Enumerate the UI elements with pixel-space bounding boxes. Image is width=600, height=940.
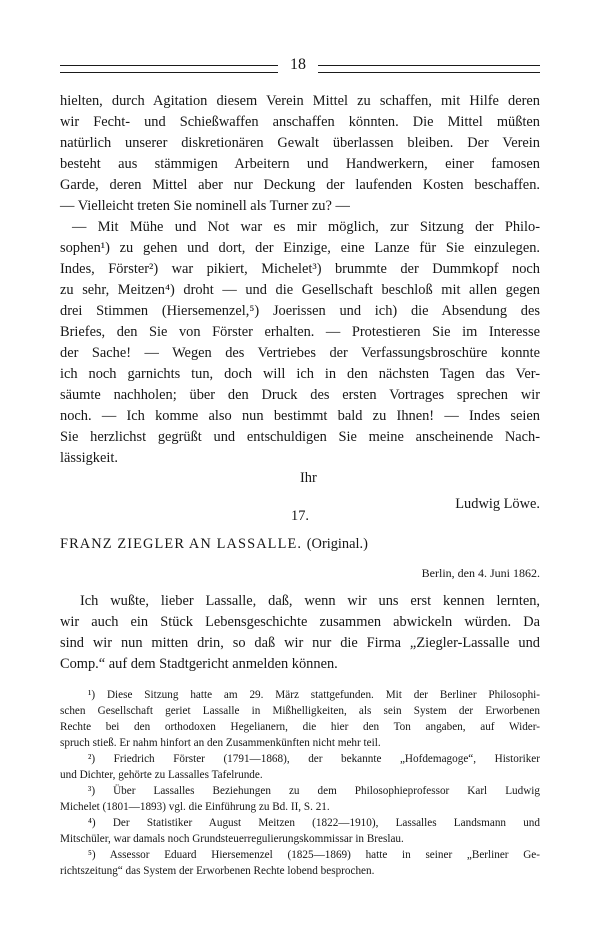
body-line: wir Fecht- und Schießwaffen anschaffen könnten. Die Mittel müßten xyxy=(60,114,540,130)
letter-line: sind wir nun mitten drin, so daß wir nur die Firma „Ziegler-Lassalle und xyxy=(60,635,540,651)
closing-salutation: Ihr xyxy=(300,470,317,486)
body-line: hielten, durch Agitation diesem Verein Mittel zu schaffen, mit Hilfe deren xyxy=(60,93,540,109)
footnote-line: ¹) Diese Sitzung hatte am 29. März stattgefunden. Mit der Berliner Philosophi- xyxy=(88,689,540,701)
body-line: drei Stimmen (Hiersemenzel,⁵) Joerissen und ich) die Absendung des xyxy=(60,303,540,319)
body-line: ich noch garnichts tun, doch will ich in den nächsten Tagen das Ver- xyxy=(60,366,540,382)
body-line: Indes, Förster²) war pikiert, Michelet³) brummte der Dummkopf noch xyxy=(60,261,540,277)
letter-dateline: Berlin, den 4. Juni 1862. xyxy=(421,566,540,580)
body-line: — Mit Mühe und Not war es mir möglich, zur Sitzung der Philo- xyxy=(72,219,540,235)
body-line: säumte nachholen; über den Druck des ersten Vortrages sprechen wir xyxy=(60,387,540,403)
body-line: Sie herzlichst gegrüßt und entschuldigen Sie meine anscheinende Nach- xyxy=(60,429,540,445)
footnote-line: ³) Über Lassalles Beziehungen zu dem Philosophieprofessor Karl Ludwig xyxy=(88,785,540,797)
letter-line: Comp.“ auf dem Stadtgericht anmelden können. xyxy=(60,656,338,672)
footnote-line: ⁵) Assessor Eduard Hiersemenzel (1825—1869) hatte in seiner „Berliner Ge- xyxy=(88,849,540,861)
body-line: sophen¹) zu gehen und dort, der Einzige, eine Lanze für Sie einzulegen. xyxy=(60,240,540,256)
body-line: Garde, deren Mittel aber nur Deckung der laufenden Kosten beschaffen. xyxy=(60,177,540,193)
footnote-line: Rechte bei den orthodoxen Hegelianern, die hier den Ton angaben, auf Wider- xyxy=(60,721,540,733)
footnote-line: Mitschüler, war damals noch Grundsteuerregulierungskommissar in Breslau. xyxy=(60,833,404,845)
footnote-line: schen Gesellschaft geriet Lassalle in Mißhelligkeiten, als sein System der Erworbenen xyxy=(60,705,540,717)
body-line: — Vielleicht treten Sie nominell als Turner zu? — xyxy=(60,198,350,214)
body-line: lässigkeit. xyxy=(60,450,118,466)
body-line: noch. — Ich komme also nun bestimmt bald zu Ihnen! — Indes seien xyxy=(60,408,540,424)
letter-heading-note: (Original.) xyxy=(306,536,368,552)
body-line: natürlich unserer diskretionären Gewalt überlassen bleiben. Der Verein xyxy=(60,135,540,151)
body-line: Briefes, den Sie von Förster erhalten. — Protestieren Sie im Interesse xyxy=(60,324,540,340)
body-line: der Sache! — Wegen des Vertriebes der Verfassungsbroschüre konnte xyxy=(60,345,540,361)
letter-heading-title: FRANZ ZIEGLER AN LASSALLE. xyxy=(60,536,303,552)
footnote-line: richtszeitung“ das System der Erworbenen Rechte lobend besprochen. xyxy=(60,865,375,877)
header-rule-left xyxy=(60,65,278,73)
footnote-line: spruch stieß. Er nahm hinfort an den Zusammenkünften nicht mehr teil. xyxy=(60,737,381,749)
letter-line: Ich wußte, lieber Lassalle, daß, wenn wir uns erst kennen lernten, xyxy=(80,593,540,609)
footnote-line: ⁴) Der Statistiker August Meitzen (1822—1910), Lassalles Landsmann und xyxy=(88,817,540,829)
letter-number: 17. xyxy=(291,508,309,524)
body-line: zu sehr, Meitzen⁴) droht — und die Gesellschaft beschloß mit allen gegen xyxy=(60,282,540,298)
body-line: besteht aus stämmigen Arbeitern und Handwerkern, einer famosen xyxy=(60,156,540,172)
footnote-line: Michelet (1801—1893) vgl. die Einführung zu Bd. II, S. 21. xyxy=(60,801,330,813)
footnote-line: ²) Friedrich Förster (1791—1868), der bekannte „Hofdemagoge“, Historiker xyxy=(88,753,540,765)
footnote-line: und Dichter, gehörte zu Lassalles Tafelrunde. xyxy=(60,769,263,781)
page-number: 18 xyxy=(290,56,306,73)
signature: Ludwig Löwe. xyxy=(455,496,540,512)
header-rule-right xyxy=(318,65,540,73)
letter-line: wir auch ein Stück Lebensgeschichte zusammen abwickeln würden. Da xyxy=(60,614,540,630)
letter-heading xyxy=(60,536,368,553)
